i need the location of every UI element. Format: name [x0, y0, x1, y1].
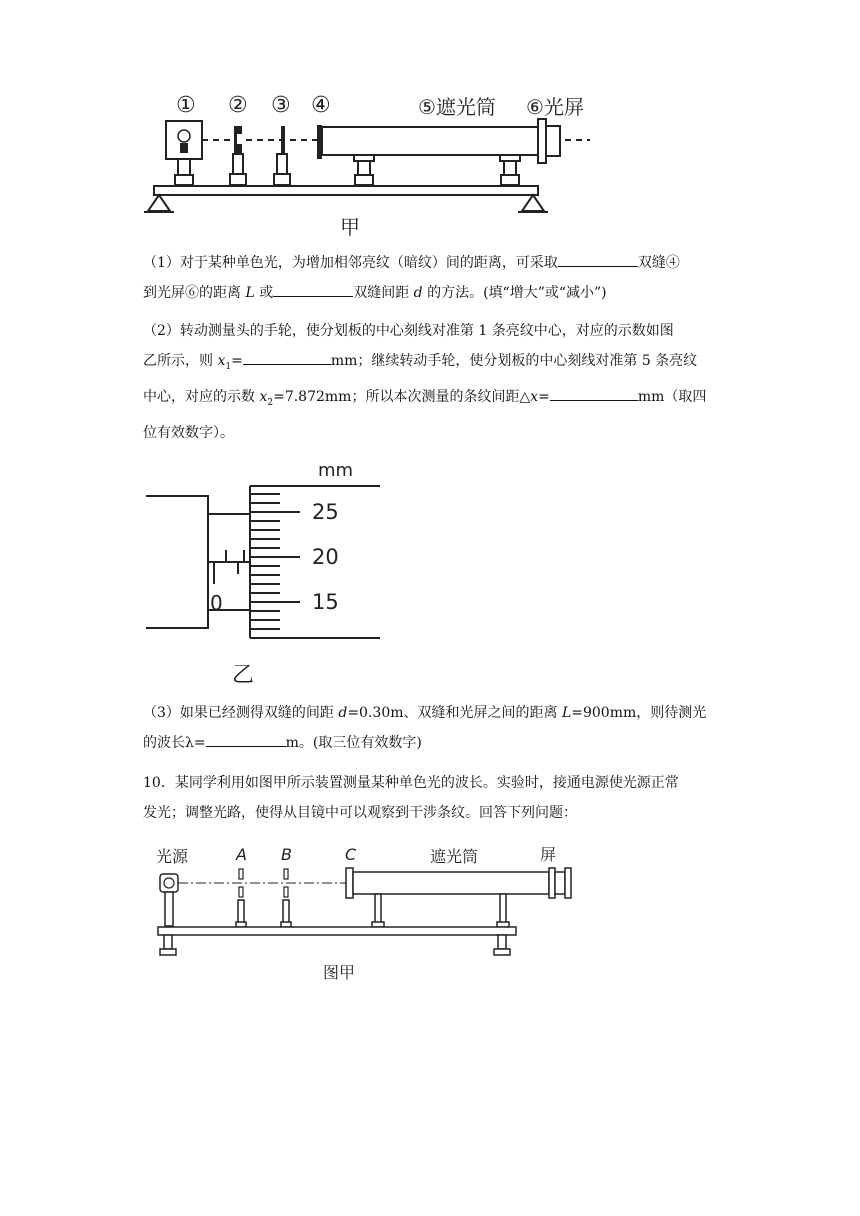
- unit-mm: mm: [318, 460, 354, 481]
- q2-line2-a: 乙所示，则: [143, 353, 218, 369]
- q3-line1-b: =0.30m、双缝和光屏之间的距离: [347, 705, 562, 721]
- label-shield-tube: 遮光筒: [430, 847, 479, 866]
- question-2: [143, 316, 721, 448]
- var-x1-sub: 1: [225, 361, 232, 372]
- label-light-source: 光源: [156, 847, 189, 866]
- tick-25: 25: [312, 500, 339, 524]
- q3-var-L: L: [561, 705, 572, 721]
- lamp-box: [166, 121, 202, 159]
- figure-jia-apparatus: [140, 88, 610, 238]
- q2-line1: （2）转动测量头的手轮，使分划板的中心刻线对准第 1 条亮纹中心，对应的示数如图: [143, 323, 674, 339]
- var-x2: x: [259, 388, 268, 405]
- var-dx: x: [530, 388, 539, 405]
- question-3: [143, 698, 721, 758]
- q1-line1: （1）对于某种单色光，为增加相邻亮纹（暗纹）间的距离，可采取: [143, 255, 558, 271]
- bench-rail: [158, 927, 516, 935]
- question-10: [143, 768, 721, 828]
- question-1: [143, 248, 721, 308]
- q1-blank-1[interactable]: [558, 252, 638, 267]
- label-3: ③: [271, 93, 291, 118]
- q10-line2: 发光；调整光路，使得从目镜中可以观察到干涉条纹。回答下列问题：: [143, 805, 577, 821]
- main-scale-zero: 0: [210, 591, 223, 615]
- q2-line3-b: =7.872mm；所以本次测量的条纹间距△: [273, 388, 531, 405]
- var-d: d: [413, 285, 423, 301]
- q1-line1-end: 双缝④: [637, 255, 680, 271]
- q2-line2-b: =: [231, 353, 243, 369]
- figure-jia-caption: 甲: [340, 215, 360, 238]
- label-5-tube: ⑤遮光筒: [418, 95, 496, 119]
- label-screen: 屏: [540, 845, 557, 864]
- q3-line2-a: 的波长λ=: [143, 735, 206, 751]
- figure-yi-micrometer: [146, 458, 386, 690]
- q2-blank-2[interactable]: [550, 386, 638, 401]
- light-shield-tube: [322, 127, 538, 155]
- label-C: C: [345, 845, 357, 864]
- tick-20: 20: [312, 545, 339, 569]
- q2-line2-c: mm；继续转动手轮，使分划板的中心刻线对准第 5 条亮纹: [330, 353, 698, 369]
- q1-line2-d: 的方法。(填“增大”或“减小”): [422, 285, 607, 301]
- label-6-screen: ⑥光屏: [526, 95, 584, 119]
- q3-blank[interactable]: [206, 732, 286, 747]
- var-x2-sub: 2: [267, 397, 274, 408]
- single-slit-3: [281, 126, 285, 154]
- thimble-ticks: [250, 494, 300, 629]
- optical-bench-rail: [154, 186, 538, 195]
- q3-line1-a: （3）如果已经测得双缝的间距: [143, 705, 339, 721]
- label-2: ②: [228, 93, 248, 118]
- q2-line3-a: 中心，对应的示数: [143, 388, 260, 405]
- tick-15: 15: [312, 590, 339, 614]
- figure-jia2-caption: 图甲: [323, 963, 356, 982]
- label-4: ④: [311, 93, 331, 118]
- figure-jia2-apparatus: [150, 842, 590, 984]
- shield-tube: [353, 872, 549, 894]
- var-x1: x: [217, 353, 226, 369]
- q2-line3-d: mm（取四: [637, 388, 707, 405]
- q1-line2-c: 双缝间距: [353, 285, 414, 301]
- var-L: L: [245, 285, 255, 301]
- q2-blank-1[interactable]: [243, 350, 331, 365]
- label-A: A: [236, 845, 247, 864]
- q1-line2-b: 或: [254, 285, 274, 301]
- figure-yi-caption: 乙: [232, 663, 255, 688]
- q2-line3-c: =: [538, 388, 550, 405]
- q3-line1-c: =900mm，则待测光: [571, 705, 707, 721]
- q1-line2-a: 到光屏⑥的距离: [143, 285, 246, 301]
- label-B: B: [281, 845, 292, 864]
- q10-line1: 10．某同学利用如图甲所示装置测量某种单色光的波长。实验时，接通电源使光源正常: [143, 775, 679, 791]
- q1-blank-2[interactable]: [273, 282, 353, 297]
- q2-line4: 位有效数字）。: [143, 424, 234, 441]
- q3-line2-b: m。(取三位有效数字): [285, 735, 422, 751]
- light-source-box: [160, 874, 178, 892]
- label-1: ①: [176, 93, 196, 118]
- q3-var-d: d: [338, 705, 348, 721]
